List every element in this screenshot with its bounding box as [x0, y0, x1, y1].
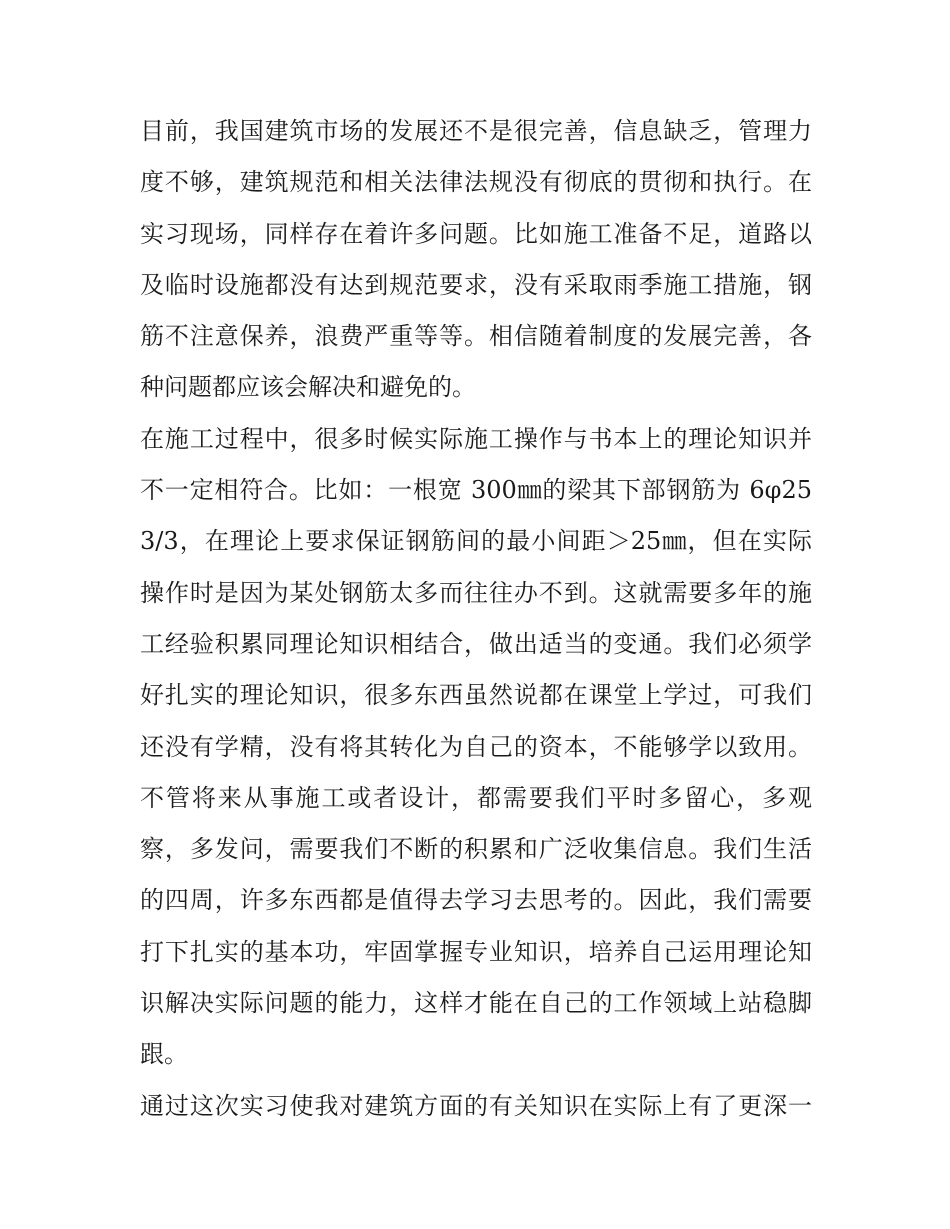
document-body: [140, 106, 812, 1132]
text-line: 跟。: [140, 1040, 188, 1069]
text-line: 识解决实际问题的能力，这样才能在自己的工作领域上站稳脚: [140, 989, 812, 1018]
text-line: 工经验积累同理论知识相结合，做出适当的变通。我们必须学: [140, 629, 812, 658]
text-line: 察，多发问，需要我们不断的积累和广泛收集信息。我们生活: [140, 835, 812, 864]
text-line: 3/3，在理论上要求保证钢筋间的最小间距＞25㎜，但在实际: [140, 527, 812, 556]
text-line: 好扎实的理论知识，很多东西虽然说都在课堂上学过，可我们: [140, 681, 812, 710]
text-line: 在施工过程中，很多时候实际施工操作与书本上的理论知识并: [140, 424, 812, 453]
paragraph-1: [140, 106, 812, 414]
text-line: 通过这次实习使我对建筑方面的有关知识在实际上有了更深一: [140, 1091, 812, 1120]
text-line: 还没有学精，没有将其转化为自己的资本，不能够学以致用。: [140, 732, 812, 761]
text-line: 的四周，许多东西都是值得去学习去思考的。因此，我们需要: [140, 886, 812, 915]
text-line: 筋不注意保养，浪费严重等等。相信随着制度的发展完善，各: [140, 322, 812, 351]
text-line: 及临时设施都没有达到规范要求，没有采取雨季施工措施，钢: [140, 270, 812, 299]
text-line: 不一定相符合。比如：一根宽 300㎜的梁其下部钢筋为 6φ25: [140, 476, 812, 505]
text-line: 目前，我国建筑市场的发展还不是很完善，信息缺乏，管理力: [140, 117, 812, 145]
text-line: 不管将来从事施工或者设计，都需要我们平时多留心，多观: [140, 783, 812, 812]
paragraph-2: [140, 414, 812, 1081]
paragraph-3: [140, 1081, 812, 1132]
text-line: 实习现场，同样存在着许多问题。比如施工准备不足，道路以: [140, 219, 812, 248]
text-line: 度不够，建筑规范和相关法律法规没有彻底的贯彻和执行。在: [140, 168, 812, 197]
text-line: 打下扎实的基本功，牢固掌握专业知识，培养自己运用理论知: [140, 937, 812, 966]
text-line: 操作时是因为某处钢筋太多而往往办不到。这就需要多年的施: [140, 578, 812, 607]
text-line: 种问题都应该会解决和避免的。: [140, 373, 476, 402]
